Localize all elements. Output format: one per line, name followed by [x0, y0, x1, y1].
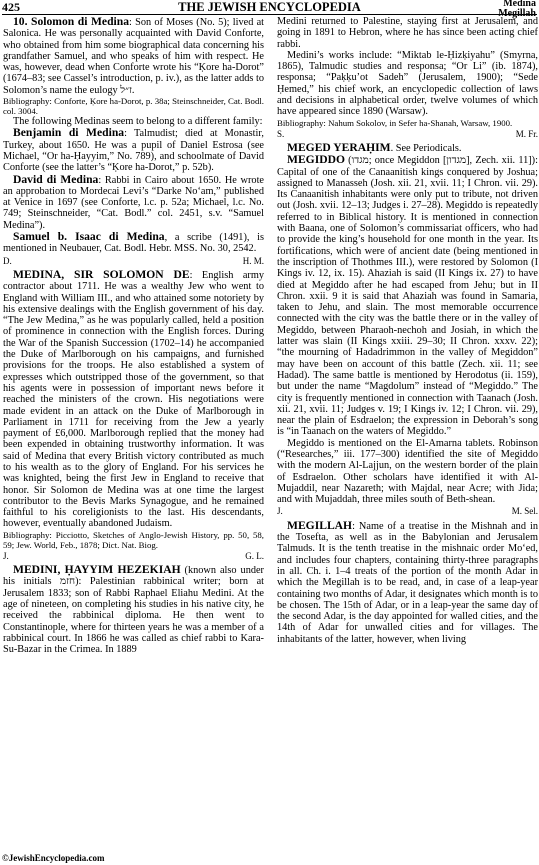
page-number: 425: [2, 0, 20, 14]
left-column: [3, 16, 264, 655]
bibliography: Bibliography: Conforte, Ḳore ha-Dorot, p. 38a; Steinschneider, Cat. Bodl. col. 3004.: [3, 96, 264, 117]
entry-solomon-di-medina: [3, 16, 264, 96]
bibliography: Bibliography: Picciotto, Sketches of Anglo-Jewish History, pp. 50, 58, 59; Jew. World, Feb., 1878; Dict. Nat. Biog.: [3, 529, 264, 550]
entry-text: : Name of a treatise in the Mishnah and in the Tosefta, as well as in the Babylonian and Jerusalem Talmuds. It is the tenth treatise in the mishnaic order Mo‘ed, and includes four chapters, containing thirty-three paragraphs in all. Ch. i. 1–4 treats of the portion of the month Adar in which the Megillah is to be read, and, in case of a leap-year containing two months of Adar, it designates which month is to be chosen. The 15th of Adar, or in a leap-year the same day of the second Adar, is the day appointed for walled cities, and the 14th of Adar for unwalled cities and for villages. The inhabitants of the latter, however, when living: [277, 520, 538, 645]
signature-initial: J.: [277, 506, 283, 517]
bibliography: Bibliography: Nahum Sokolov, in Sefer ha-Shanah, Warsaw, 1900.: [277, 117, 513, 128]
signature-author: G. L.: [245, 550, 264, 561]
entry-text: . See Periodicals.: [390, 142, 462, 154]
paragraph: The following Medinas seem to belong to a different family:: [13, 116, 263, 128]
signature-author: M. Fr.: [515, 128, 538, 139]
entry-megillah: [277, 520, 538, 645]
watermark: ©JewishEncyclopedia.com: [2, 853, 105, 863]
running-entry-last: Megillah: [498, 7, 536, 19]
entry-heading: Benjamin di Medina: [13, 126, 125, 140]
entry-heading: David di Medina: [13, 172, 99, 186]
entry-text: : Talmudist; died at Monastir, Turkey, about 1650. He was a pupil of Daniel Estrosa (see Michael, “Or ha-Ḥayyim,” No. 789), and schoolmate of David Conforte (see the latter’s “Ḳore ha-Dorot,” p. 52b).: [3, 128, 264, 174]
entry-heading: 10. Solomon di Medina: [13, 15, 129, 28]
entry-text: (known also under his initials חזמ): Palestinian rabbinical writer; born at Jerusalem 1833; son of Rabbi Raphael Eliahu Medini. At the age of nineteen, on completing his studies in his native city, he received the rabbinical diploma. He then went to Constantinople, where for thirteen years he was a member of a rabbinical court. In 1866 he was called as chief rabbi to Kara-Su-Bazar in the Crimea. In 1889: [3, 565, 264, 656]
entry-heading: MEGED YERAḤIM: [287, 140, 391, 154]
signature-initial: S.: [277, 128, 285, 139]
entry-text: , a scribe (1491), is mentioned in Neubauer, Cat. Bodl. Hebr. MSS. No. 30, 2542.: [3, 232, 265, 255]
author-signature: [3, 551, 264, 562]
running-entry-first: Medina: [503, 0, 536, 9]
paragraph: Medini returned to Palestine, staying first at Jerusalem, and going in 1891 to Hebron, where he has since been acting chief rabbi.: [277, 16, 538, 50]
author-signature: [277, 506, 538, 517]
entry-text: : Rabbi in Cairo about 1650. He wrote an approbation to Mordecai Levi’s “Darke No‘am,” published at Venice in 1697 (see Conforte, l.c. p. 52a; Michael, l.c. No. 749; Steinschneider, “Cat. Bodl.” col. 2451, s.v. “Samuel Medina”).: [3, 174, 265, 231]
entry-text: (מגדו; once Megiddon [מגדון], Zech. xii. 11]): Capital of one of the Canaanitish kings conquered by Joshua; assigned to Manasseh (Josh. xii. 21, xvii. 11; I Chron. vii. 29). Its Canaanitish inhabitants were only put to tribute, not driven out (Josh. xvii. 12–13; Judges i. 27–28). Megiddo is repeatedly referred to in Biblical history. It is mentioned in connection with Baana, one of Solomon’s commissariat officers, who had to provide the king’s household for one month in the year. Its fortifications, which were of ancient date (being mentioned in the inscription of Thothmes III.), were restored by Solomon (I Kings iv. 12, ix. 15). Ahaziah is said (II Kings ix. 27) to have died at Megiddo after he had escaped from Jehu; but in II Chron. xxii. 9 it is said that Ahaziah was found in Samaria, taken to Jehu, and slain. The most memorable occurrence connected with the city was the battle there or in the valley of Megiddo, between Pharaoh-nechoh and Josiah, in which the latter was slain (II Kings xxiii. 29–30; II Chron. xxxv. 22); “the mourning of Hadadrimmon in the valley of Megiddon” may have been on account of this battle (Zech. xii. 11; see Hadad). The same battle is mentioned by Herodotus (ii. 159), but under the name “Magdolum” instead of “Megiddo.” The city is frequently mentioned in connection with Taanach (Josh. xii. 21, xvii. 11; Judges v. 19; I Kings iv. 12; I Chron. vii. 29), near the plain of Esdraelon; the expression in Deborah’s song is “in Taanach on the waters of Megiddo.”: [277, 155, 538, 438]
entry-sir-solomon-de-medina: [3, 269, 264, 530]
signature-initial: D.: [3, 255, 12, 266]
author-signature: [3, 256, 264, 267]
signature-author: H. M.: [242, 255, 264, 266]
entry-benjamin-di-medina: [3, 127, 264, 173]
entry-samuel-di-medina: [3, 231, 264, 255]
entry-heading: MEDINI, ḤAYYIM HEZEKIAH: [13, 563, 181, 577]
entry-heading: Samuel b. Isaac di Medina: [13, 230, 165, 244]
paragraph: Megiddo is mentioned on the El-Amarna tablets. Robinson (“Researches,” iii. 177–300) identified the site of Megiddo with the modern Al-Lajjun, on the western border of the plain of Esdraelon. Other scholars have identified it with Al-Mujaddil, near Nazareth; with Majdal, near Acre; with Jida; and with Mujaddah, three miles south of Beth-shean.: [277, 437, 538, 506]
entry-heading: MEGIDDO: [287, 153, 345, 167]
right-column: [277, 16, 538, 645]
entry-medini: [3, 564, 264, 655]
paragraph: Medini’s works include: “Miktab le-Ḥizḳiyahu” (Smyrna, 1865), Talmudic studies and responsa; “Or Li” (ib. 1874), responsa; “Paḳḳu’ot Sadeh” (Jerusalem, 1900); “Sede Ḥemed,” his chief work, an encyclopedic collection of laws and decisions in alphabetical order, twelve volumes of which have appeared since 1890 (Warsaw).: [277, 49, 538, 118]
entry-heading: MEGILLAH: [287, 518, 353, 532]
signature-initial: J.: [3, 550, 9, 561]
entry-text: : English army contractor about 1711. He was a wealthy Jew who went to England with William III., and who attained some notoriety by his extensive dealings with the English government of his day. “The Jew Medina,” as he was popularly called, held a position of prominence in connection with the English forces. During the War of the Spanish Succession (1702–14) he accompanied the Duke of Marlborough on his campaigns, and furnished provisions for the troops. He also established a system of expresses which outstripped those of the government, so that his agents were in possession of important news before it reached the ministers of the crown. His negotiations were made evident in an attack on the Duke of Marlborough in Parliament in 1711 for receiving from the Jew a yearly payment of £6,000. Marlborough replied that the money had been expended in obtaining trustworthy information. It was said of Medina that every British victory contributed as much to his wealth as to the glory of England. For his services he was knighted, being the first Jew in England to receive that honor. Sir Solomon de Medina was at one time the largest contributor to the Bevis Marks Synagogue, and he remained faithful to his coreligionists to the last. His descendants, however, eventually abandoned Judaism.: [3, 269, 264, 530]
page-header: [0, 0, 539, 19]
signature-author: M. Sel.: [511, 506, 538, 517]
author-signature: [277, 129, 538, 140]
entry-heading: MEDINA, SIR SOLOMON DE: [13, 267, 190, 281]
entry-megiddo: [277, 154, 538, 437]
entry-david-di-medina: [3, 174, 264, 231]
entry-text: : Son of Moses (No. 5); lived at Salonica. He was personally acquainted with David Conforte, who obtained from him some biographical data concerning his grandfather Samuel, and who speaks of him with respect. He was, however, dead when Conforte wrote his “Ḳore ha-Dorot” (1674–83; see Cassel’s introduction, p. iv.), as the latter adds to Solomon’s name the eulogy ז״ל.: [3, 17, 264, 96]
running-title: THE JEWISH ENCYCLOPEDIA: [178, 0, 361, 14]
